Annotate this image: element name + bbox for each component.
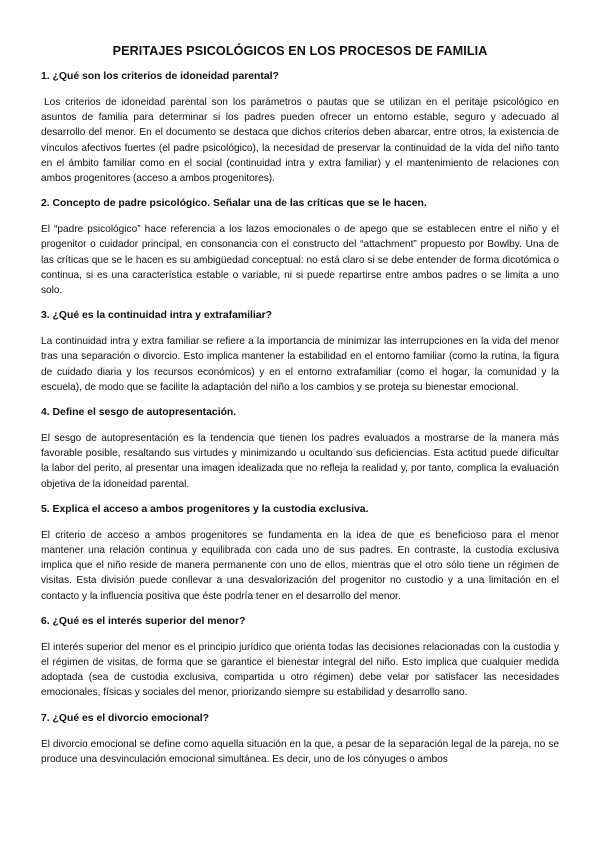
section-heading: 5. Explica el acceso a ambos progenitores y la custodia exclusiva. xyxy=(41,503,369,515)
section-heading: 7. ¿Qué es el divorcio emocional? xyxy=(41,712,210,724)
section-heading: 6. ¿Qué es el interés superior del menor? xyxy=(41,615,246,627)
section-body: El interés superior del menor es el principio jurídico que orienta todas las decisiones relacionadas con la custodia y el régimen de visitas, de forma que se garantice el bienestar integral del niño. Esto implica que cualquier medida adoptada (sea de custodia exclusiva, compartida u otro régimen) debe velar por satisfacer las necesidades emocionales, físicas y sociales del menor, priorizando siempre su estabilidad y desarrollo sano. xyxy=(41,641,559,699)
section-body: La continuidad intra y extra familiar se refiere a la importancia de minimizar las interrupciones en la vida del menor tras una separación o divorcio. Esto implica mantener la estabilidad en el entorno familiar (como la rutina, la figura de cuidado diaria y los recursos económicos) y en el entorno extrafamiliar (como el hogar, la comunidad y la escuela), de modo que se facilite la adaptación del niño a los cambios y se proteja su bienestar emocional. xyxy=(41,336,559,393)
document-page xyxy=(41,44,559,778)
section-heading: 2. Concepto de padre psicológico. Señalar una de las críticas que se le hacen. xyxy=(41,198,427,210)
section-body: El criterio de acceso a ambos progenitores se fundamenta en la idea de que es beneficioso para el menor mantener una relación continua y equilibrada con cada uno de sus padres. En contraste, la custodia exclusiva implica que el niño reside de manera permanente con uno de ellos, mientras que el otro sólo tiene un régimen de visitas. Esta división puede conllevar a una desvalorización del progenitor no custodio y a una limitación en el contacto y la influencia positiva que éste podría tener en el desarrollo del menor. xyxy=(41,529,559,602)
section-body: El divorcio emocional se define como aquella situación en la que, a pesar de la separación legal de la pareja, no se produce una desvinculación emocional simultánea. Es decir, uno de los cónyuges o ambos xyxy=(41,738,559,765)
section-body: Los criterios de idoneidad parental son los parámetros o pautas que se utilizan en el peritaje psicológico en asuntos de familia para determinar si los padres pueden ofrecer un entorno estable, seguro y adecuado al desarrollo del menor. En el documento se destaca que dichos criterios deben abarcar, entre otros, la existencia de vínculos afectivos fuertes (el padre psicológico), la necesidad de preservar la continuidad de la vida del niño tanto en el ámbito familiar como en el social (continuidad intra y extra familiar) y el mantenimiento de relaciones con ambos progenitores (acceso a ambos progenitores). xyxy=(41,97,559,185)
section-heading: 3. ¿Qué es la continuidad intra y extrafamiliar? xyxy=(41,310,272,322)
section-heading: 4. Define el sesgo de autopresentación. xyxy=(41,407,237,419)
document-title: PERITAJES PSICOLÓGICOS EN LOS PROCESOS DE FAMILIA xyxy=(112,44,488,58)
section-body: El “padre psicológico” hace referencia a los lazos emocionales o de apego que se establecen entre el niño y el progenitor o cuidador principal, en consonancia con el constructo del “attachment” propuesto por Bowlby. Una de las críticas que se le hacen es su ambigüedad conceptual: no está claro si se debe entender de forma dicotómica o continua, si es una característica estable o variable, ni si puede repartirse entre ambos padres o se limita a uno solo. xyxy=(41,224,559,297)
section-heading: 1. ¿Qué son los criterios de idoneidad parental? xyxy=(41,71,279,82)
section-body: El sesgo de autopresentación es la tendencia que tienen los padres evaluados a mostrarse de la manera más favorable posible, resaltando sus virtudes y minimizando u ocultando sus deficiencias. Esta actitud puede dificultar la labor del perito, al presentar una imagen idealizada que no refleja la realidad y, por tanto, complica la evaluación objetiva de la idoneidad parental. xyxy=(41,433,559,490)
